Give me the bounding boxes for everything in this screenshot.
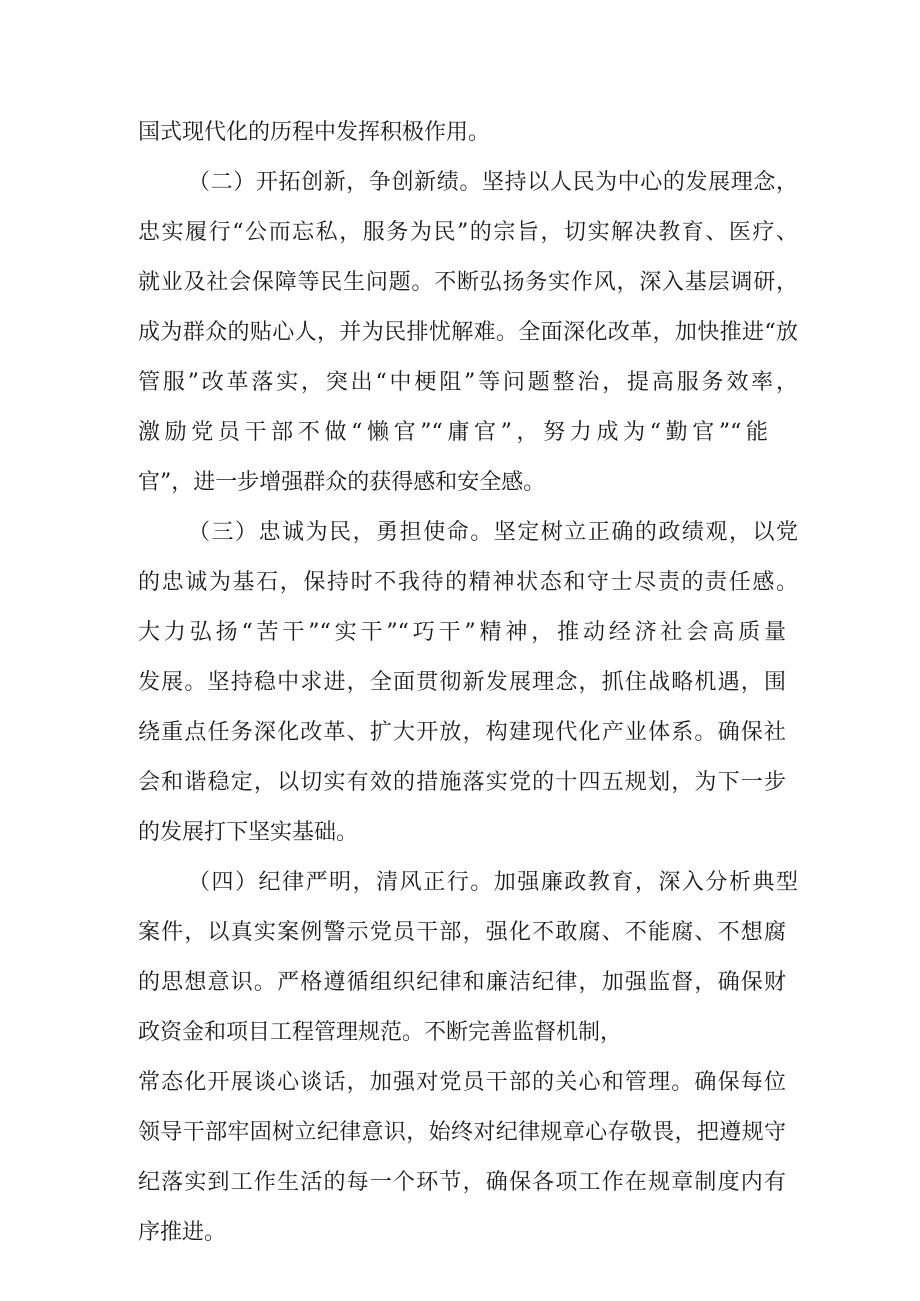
section-three-heading-line: （三）忠诚为民，勇担使命。坚定树立正确的政绩观，以党 (188, 520, 798, 545)
section-two-heading-line: （二）开拓创新，争创新绩。坚持以人民为中心的发展理念， (188, 170, 798, 195)
text-line: 序推进。 (138, 1220, 227, 1245)
text-line: 常态化开展谈心谈话，加强对党员干部的关心和管理。确保每位 (138, 1070, 786, 1095)
text-line: 忠实履行“公而忘私，服务为民”的宗旨，切实解决教育、医疗、 (138, 220, 798, 245)
text-line: 的忠诚为基石，保持时不我待的精神状态和守士尽责的责任感。 (138, 570, 798, 595)
text-line: 就业及社会保障等民生问题。不断弘扬务实作风，深入基层调研， (138, 270, 798, 295)
text-line: 官”，进一步增强群众的获得感和安全感。 (138, 470, 546, 495)
text-line: 成为群众的贴心人，并为民排忧解难。全面深化改革，加快推进“放 (138, 320, 798, 345)
text-line: 的思想意识。严格遵循组织纪律和廉洁纪律，加强监督，确保财 (138, 970, 786, 995)
section-four-heading-line: （四）纪律严明，清风正行。加强廉政教育，深入分析典型 (188, 870, 798, 895)
text-line: 纪落实到工作生活的每一个环节，确保各项工作在规章制度内有 (138, 1170, 786, 1195)
text-line: 领导干部牢固树立纪律意识，始终对纪律规章心存敬畏，把遵规守 (138, 1120, 786, 1145)
text-line: 政资金和项目工程管理规范。不断完善监督机制， (138, 1020, 623, 1045)
text-line: 大力弘扬“苦干”“实干”“巧干”精神，推动经济社会高质量 (138, 620, 786, 645)
text-line: 案件，以真实案例警示党员干部，强化不敢腐、不能腐、不想腐 (138, 920, 786, 945)
text-line: 会和谐稳定，以切实有效的措施落实党的十四五规划，为下一步 (138, 770, 786, 795)
text-line: 激励党员干部不做“懒官”“庸官”，努力成为“勤官”“能 (138, 420, 768, 445)
text-line: 的发展打下坚实基础。 (138, 820, 359, 845)
text-line: 管服”改革落实，突出“中梗阻”等问题整治，提高服务效率， (138, 370, 798, 395)
text-line: 发展。坚持稳中求进，全面贯彻新发展理念，抓住战略机遇，围 (138, 670, 786, 695)
text-line: 国式现代化的历程中发挥积极作用。 (138, 120, 491, 145)
text-line: 绕重点任务深化改革、扩大开放，构建现代化产业体系。确保社 (138, 720, 786, 745)
